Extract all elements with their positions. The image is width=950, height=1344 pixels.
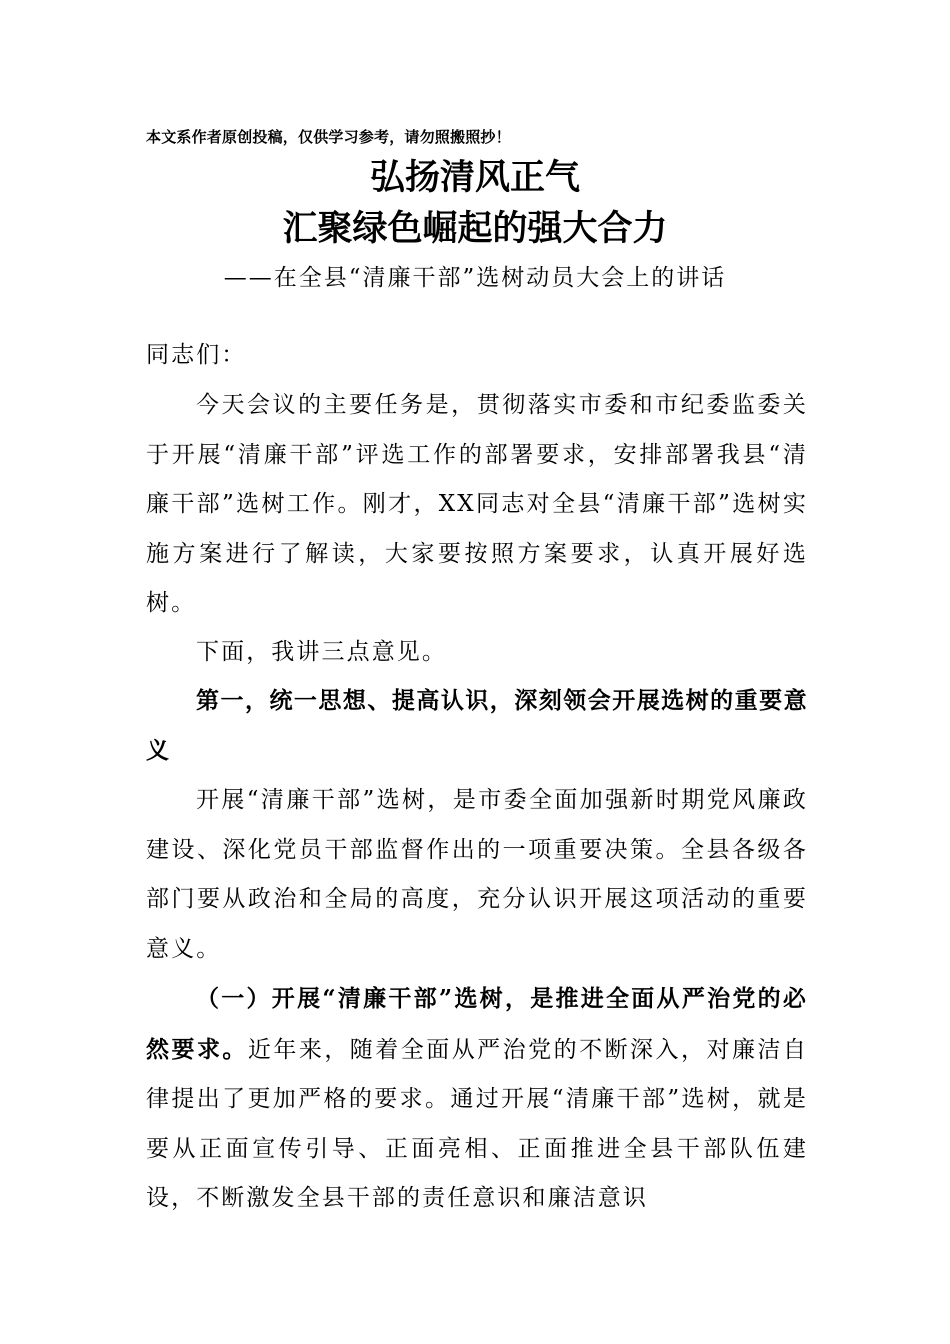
paragraph-1: 今天会议的主要任务是，贯彻落实市委和市纪委监委关于开展“清廉干部”评选工作的部署要求，安排部署我县“清廉干部”选树工作。刚才，XX同志对全县“清廉干部”选树实施方案进行了解读，大家要按照方案要求，认真开展好选树。 bbox=[146, 392, 808, 616]
title-line-2: 汇聚绿色崛起的强大合力 bbox=[282, 208, 668, 249]
section-heading-1: 第一，统一思想、提高认识，深刻领会开展选树的重要意义 bbox=[146, 688, 808, 764]
paragraph-4-lead: （一）开展“清廉干部”选树，是推进全面从严治党的必然要求。 bbox=[146, 985, 808, 1063]
paragraph-4 bbox=[146, 974, 808, 1224]
paragraph-2: 下面，我讲三点意见。 bbox=[196, 639, 447, 665]
greeting: 同志们： bbox=[146, 342, 247, 368]
paragraph-4-text: 近年来，随着全面从严治党的不断深入，对廉洁自律提出了更加严格的要求。通过开展“清廉干部”选树，就是要从正面宣传引导、正面亮相、正面推进全县干部队伍建设，不断激发全县干部的责任意识和廉洁意识 bbox=[146, 1036, 808, 1211]
copyright-notice: 本文系作者原创投稿，仅供学习参考，请勿照搬照抄！ bbox=[146, 128, 511, 146]
title-line-1: 弘扬清风正气 bbox=[369, 157, 580, 198]
subtitle: ——在全县“清廉干部”选树动员大会上的讲话 bbox=[223, 265, 727, 291]
paragraph-3: 开展“清廉干部”选树，是市委全面加强新时期党风廉政建设、深化党员干部监督作出的一项重要决策。全县各级各部门要从政治和全局的高度，充分认识开展这项活动的重要意义。 bbox=[146, 787, 808, 962]
